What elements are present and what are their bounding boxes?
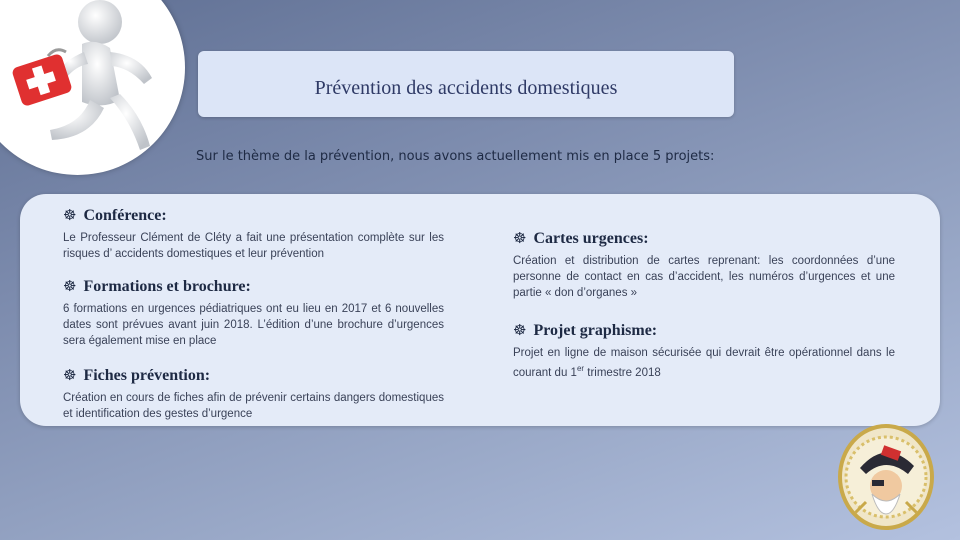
- page-title: Prévention des accidents domestiques: [314, 76, 618, 99]
- section-formations: [63, 277, 444, 349]
- section-body: Création et distribution de cartes reprenant: les coordonnées d’une personne de contact en cas d’accident, les numéros d’urgences et une partie « don d’organes »: [513, 255, 895, 299]
- section-graphisme: [513, 321, 895, 381]
- body-text: trimestre 2018: [584, 366, 661, 379]
- wheel-bullet-icon: ☸: [63, 208, 77, 224]
- pirate-mascot-logo: [838, 424, 934, 530]
- pirate-mascot-icon: [842, 428, 930, 526]
- section-fiches: [63, 366, 444, 422]
- section-cartes: [513, 229, 895, 301]
- projects-panel: [20, 194, 940, 426]
- section-body: Le Professeur Clément de Cléty a fait une présentation complète sur les risques d’ accidents domestiques et leur prévention: [63, 232, 444, 260]
- section-body: Création en cours de fiches afin de prévenir certains dangers domestiques et identification des gestes d’urgence: [63, 392, 444, 420]
- title-banner: [198, 51, 734, 117]
- hero-illustration: [0, 0, 185, 175]
- wheel-bullet-icon: ☸: [63, 368, 77, 384]
- section-conference: [63, 206, 444, 262]
- intro-text: Sur le thème de la prévention, nous avons actuellement mis en place 5 projets:: [196, 149, 715, 164]
- section-body: [513, 345, 895, 381]
- section-heading: Formations et brochure:: [83, 277, 251, 295]
- section-heading: Fiches prévention:: [83, 366, 211, 384]
- section-heading: Cartes urgences:: [533, 229, 649, 247]
- wheel-bullet-icon: ☸: [513, 231, 527, 247]
- section-body: 6 formations en urgences pédiatriques ont eu lieu en 2017 et 6 nouvelles dates sont prévues avant juin 2018. L’édition d’une brochure d’urgences sera également mise en place: [63, 303, 444, 347]
- section-heading: Conférence:: [83, 206, 167, 224]
- wheel-bullet-icon: ☸: [513, 323, 527, 339]
- section-heading: Projet graphisme:: [533, 321, 658, 339]
- body-text: Projet en ligne de maison sécurisée qui devrait être opérationnel dans le courant du 1: [513, 347, 895, 379]
- wheel-bullet-icon: ☸: [63, 279, 77, 295]
- running-figure-first-aid-kit-icon: [0, 0, 185, 175]
- superscript: er: [576, 364, 585, 373]
